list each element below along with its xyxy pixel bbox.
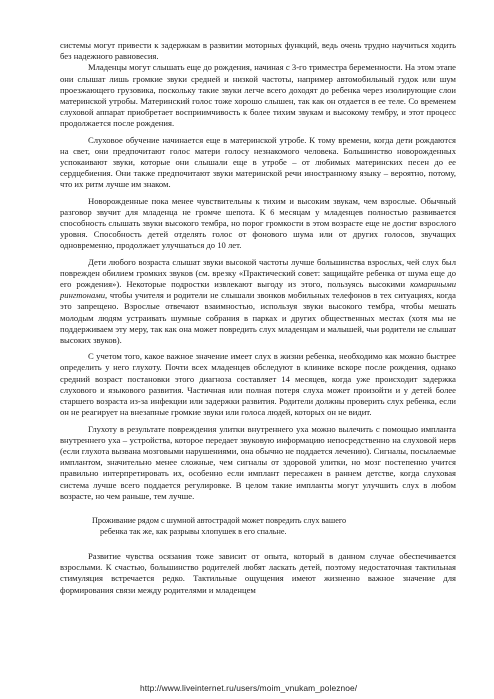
pull-quote <box>60 515 456 537</box>
pull-quote-line-1: Проживание рядом с шумной автострадой может повредить слух вашего <box>92 515 347 525</box>
paragraph-4: Новорожденные пока менее чувствительны к тихим и высоким звукам, чем взрослые. Обычный разговор звучит для младенца не громче шепота. К 6 месяцам у младенцев полностью развивается способность слышать звуки высокого тембра, но порог громкости в этом возрасте еще не достиг взрослого уровня. Способность детей отделять голос от фонового шума или от других голосов, звучащих одновременно, продолжает улучшаться до 10 лет. <box>60 195 456 251</box>
paragraph-3: Слуховое обучение начинается еще в материнской утробе. К тому времени, когда дети рождаются на свет, они предпочитают голос матери голосу незнакомого человека. Большинство новорожденных успокаивают звуки, которые они слышали еще в утробе – от любимых материнских песен до ее сердцебиения. Они также предпочитают звуки материнской речи иностранному языку – вероятно, потому, что их ритм лучше им знаком. <box>60 134 456 190</box>
paragraph-1: системы могут привести к задержкам в развитии моторных функций, ведь очень трудно научиться ходить без надежного равновесия. <box>60 40 456 62</box>
paragraph-6: С учетом того, какое важное значение имеет слух в жизни ребенка, необходимо как можно быстрее определить у него глухоту. Почти всех младенцев обследуют в клинике вскоре после рождения, однако средний возраст постановки этого диагноза составляет 14 месяцев, когда уже происходит задержка слухового и языкового развития. Частичная или полная потеря слуха может произойти и у детей более старшего возраста из-за инфекции или задержки развития. Родители должны проверить слух ребенка, если он не реагирует на внезапные громкие звуки или голоса людей, которых он не видит. <box>60 351 456 418</box>
paragraph-5 <box>60 257 456 347</box>
paragraph-2: Младенцы могут слышать еще до рождения, начиная с 3-го триместра беременности. На этом этапе они слышат лишь громкие звуки средней и низкой частоты, например автомобильный гудок или шум проезжающего грузовика, поскольку такие звуки легче всего доходят до ребенка через изолирующие слои материнской утробы. Материнский голос тоже хорошо слышен, так как он отдается в ее теле. Со временем слуховой аппарат приобретает восприимчивость к более тихим звукам и высокому тембру, и этот процесс продолжается после рождения. <box>60 62 456 129</box>
pull-quote-line-2: ребенка так же, как разрывы хлопушек в его спальне. <box>100 526 287 536</box>
paragraph-5-start: Дети любого возраста слышат звуки высокой частоты лучше большинства взрослых, чей слух был поврежден обилием громких звуков (см. врезку «Практический совет: защищайте ребенка от шума еще до его рождения»). Некоторые подростки извлекают выгоду из этого, пользуясь высокими <box>60 256 456 290</box>
source-url: http://www.liveinternet.ru/users/moim_vnukam_poleznoe/ <box>140 683 358 693</box>
paragraph-7: Глухоту в результате повреждения улитки внутреннего уха можно вылечить с помощью импланта внутреннего уха – устройства, которое передает звуковую информацию непосредственно на слуховой нерв (если глухота вызвана мозговыми нарушениями, она обычно не поддается лечению). Сигналы, посылаемые имплантом, значительно менее сложные, чем сигналы от здоровой улитки, но мозг постепенно учится правильно интерпретировать их, особенно если имплант пересажен в раннем детстве, когда слуховая система лучше всего поддается регулировке. В целом такие импланты могут улучшить слух в любом возрасте, но чем раньше, тем лучше. <box>60 423 456 501</box>
page-body <box>60 40 456 596</box>
paragraph-5-italic: комариными рингтонами, <box>60 279 456 301</box>
paragraph-5-end: чтобы учителя и родители не слышали звонков мобильных телефонов в тех ситуациях, когда это запрещено. Взрослые отвечают взаимностью, используя звуки высокого тембра, чтобы мешать молодым людям устраивать шумные собрания в парках и других общественных местах (хотя мы не поддерживаем эту меру, так как она может повредить слух младенцам и малышей, чьи родители не слышат высоких звуков). <box>60 290 456 346</box>
paragraph-8: Развитие чувства осязания тоже зависит от опыта, который в данном случае обеспечивается взрослыми. К счастью, большинство родителей любят ласкать детей, поэтому недостаточная тактильная стимуляция встречается редко. Тактильные ощущения имеют жизненно важное значение для формирования связи между родителями и младенцем <box>60 550 456 595</box>
